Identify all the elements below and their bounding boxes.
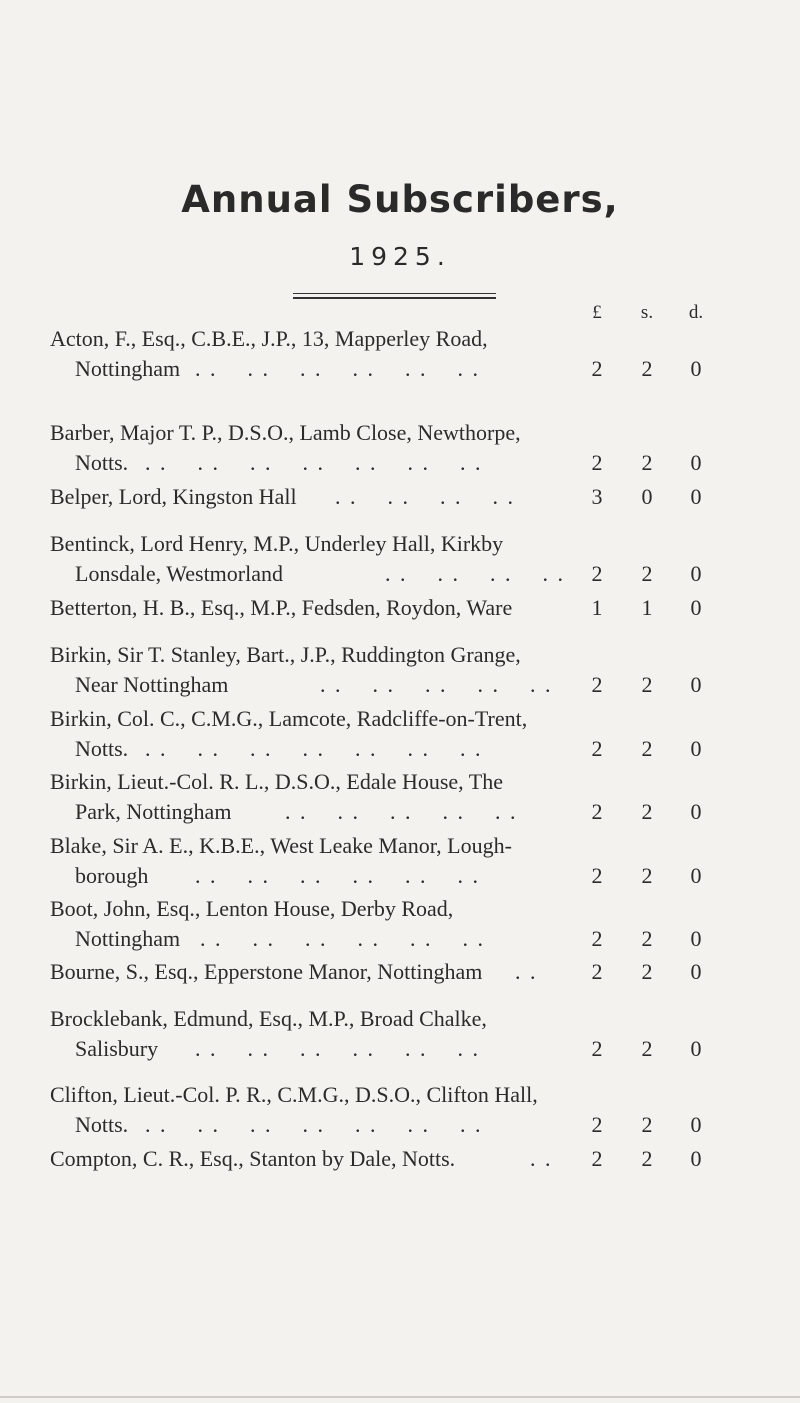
entry-line <box>50 1005 770 1035</box>
column-header-pence: d. <box>688 302 704 323</box>
subscriber-entry <box>50 768 770 828</box>
subscriber-entry <box>50 530 770 590</box>
entry-text: Notts. <box>75 1112 129 1137</box>
entry-line <box>50 958 770 988</box>
entry-text: Betterton, H. B., Esq., M.P., Fedsden, Roydon, Ware <box>50 595 513 620</box>
subscriber-entry <box>50 1005 770 1065</box>
amount-shillings: 2 <box>641 561 653 586</box>
amount-shillings: 2 <box>641 450 653 475</box>
amount-pence: 0 <box>690 356 702 381</box>
amount-pence: 0 <box>690 799 702 824</box>
amount-pounds: 2 <box>591 1146 603 1171</box>
amount-pence: 0 <box>690 561 702 586</box>
amount-shillings: 2 <box>641 959 653 984</box>
entry-line <box>50 798 770 828</box>
leader-dots: . . <box>530 1146 553 1171</box>
entry-line <box>50 594 770 624</box>
amount-pence: 0 <box>690 1112 702 1137</box>
entry-line <box>50 735 770 765</box>
entry-line <box>50 705 770 735</box>
entry-line <box>50 671 770 701</box>
entry-line <box>50 325 770 355</box>
amount-pence: 0 <box>690 595 702 620</box>
amount-pence: 0 <box>690 1146 702 1171</box>
amount-pounds: 2 <box>591 863 603 888</box>
leader-dots: . . . . . . . . . . <box>285 799 518 824</box>
divider-rule-top <box>293 293 496 294</box>
amount-shillings: 2 <box>641 1036 653 1061</box>
subscriber-entry <box>50 705 770 765</box>
subscriber-entry <box>50 832 770 892</box>
leader-dots: . . . . . . . . <box>335 484 515 509</box>
entry-line <box>50 1145 770 1175</box>
amount-shillings: 0 <box>641 484 653 509</box>
amount-pounds: 2 <box>591 926 603 951</box>
amount-pence: 0 <box>690 959 702 984</box>
entry-text: Birkin, Sir T. Stanley, Bart., J.P., Ruddington Grange, <box>50 642 521 667</box>
entry-text: Acton, F., Esq., C.B.E., J.P., 13, Mapperley Road, <box>50 326 488 351</box>
entry-line <box>50 560 770 590</box>
amount-pence: 0 <box>690 450 702 475</box>
entry-text: Compton, C. R., Esq., Stanton by Dale, Notts. <box>50 1146 456 1171</box>
entry-line <box>50 768 770 798</box>
entry-line <box>50 925 770 955</box>
amount-shillings: 2 <box>641 863 653 888</box>
amount-pence: 0 <box>690 926 702 951</box>
entry-text: Park, Nottingham <box>75 799 232 824</box>
subscriber-entry <box>50 895 770 955</box>
leader-dots: . . <box>515 959 538 984</box>
leader-dots: . . . . . . . . . . . . <box>195 863 480 888</box>
leader-dots: . . . . . . . . . . . . <box>195 356 480 381</box>
entry-text: Nottingham <box>75 356 181 381</box>
amount-pence: 0 <box>690 863 702 888</box>
subscriber-entry <box>50 958 770 988</box>
page-title: Annual Subscribers, <box>181 178 619 221</box>
entry-text: Brocklebank, Edmund, Esq., M.P., Broad Chalke, <box>50 1006 487 1031</box>
page-year: 1925. <box>349 242 451 271</box>
entry-text: Nottingham <box>75 926 181 951</box>
amount-pence: 0 <box>690 736 702 761</box>
entry-line <box>50 1111 770 1141</box>
entry-text: Near Nottingham <box>75 672 229 697</box>
subscriber-entry <box>50 1081 770 1141</box>
leader-dots: . . . . . . . . <box>385 561 565 586</box>
leader-dots: . . . . . . . . . . . . . . <box>145 736 483 761</box>
entry-text: Belper, Lord, Kingston Hall <box>50 484 297 509</box>
entry-line <box>50 530 770 560</box>
amount-pence: 0 <box>690 672 702 697</box>
column-header-pounds: £ <box>592 302 602 323</box>
entry-text: Bentinck, Lord Henry, M.P., Underley Hall, Kirkby <box>50 531 504 556</box>
amount-pounds: 2 <box>591 1112 603 1137</box>
entry-text: Salisbury <box>75 1036 159 1061</box>
leader-dots: . . . . . . . . . . . . <box>200 926 485 951</box>
entry-line <box>50 895 770 925</box>
entry-line <box>50 641 770 671</box>
entry-text: Clifton, Lieut.-Col. P. R., C.M.G., D.S.O., Clifton Hall, <box>50 1082 538 1107</box>
entry-line <box>50 355 770 385</box>
entry-line <box>50 449 770 479</box>
subscriber-entry <box>50 483 770 513</box>
leader-dots: . . . . . . . . . . . . <box>195 1036 480 1061</box>
amount-pence: 0 <box>690 1036 702 1061</box>
amount-pence: 0 <box>690 484 702 509</box>
entry-text: Blake, Sir A. E., K.B.E., West Leake Manor, Lough- <box>50 833 512 858</box>
subscriber-entry <box>50 594 770 624</box>
amount-pounds: 2 <box>591 959 603 984</box>
amount-pounds: 1 <box>591 595 603 620</box>
entry-line <box>50 832 770 862</box>
entry-text: Notts. <box>75 736 129 761</box>
divider-rule-bottom <box>293 297 496 299</box>
entry-text: Lonsdale, Westmorland <box>75 561 284 586</box>
leader-dots: . . . . . . . . . . . . . . <box>145 450 483 475</box>
amount-shillings: 2 <box>641 356 653 381</box>
entry-line <box>50 1035 770 1065</box>
subscriber-entry <box>50 641 770 701</box>
amount-pounds: 3 <box>591 484 603 509</box>
amount-shillings: 2 <box>641 736 653 761</box>
column-header-shillings: s. <box>640 302 654 323</box>
amount-pounds: 2 <box>591 450 603 475</box>
amount-pounds: 2 <box>591 356 603 381</box>
amount-pounds: 2 <box>591 672 603 697</box>
subscriber-entry <box>50 325 770 385</box>
amount-pounds: 2 <box>591 561 603 586</box>
entry-text: Birkin, Lieut.-Col. R. L., D.S.O., Edale House, The <box>50 769 503 794</box>
entry-text: Birkin, Col. C., C.M.G., Lamcote, Radcliffe-on-Trent, <box>50 706 528 731</box>
amount-shillings: 2 <box>641 799 653 824</box>
subscriber-entry <box>50 1145 770 1175</box>
entry-text: borough <box>75 863 149 888</box>
amount-pounds: 2 <box>591 1036 603 1061</box>
amount-shillings: 2 <box>641 1112 653 1137</box>
subscriber-entry <box>50 419 770 479</box>
amount-shillings: 1 <box>641 595 653 620</box>
amount-pounds: 2 <box>591 799 603 824</box>
entry-text: Boot, John, Esq., Lenton House, Derby Road, <box>50 896 454 921</box>
page-edge-line <box>0 1396 800 1398</box>
entry-text: Bourne, S., Esq., Epperstone Manor, Nottingham <box>50 959 483 984</box>
entry-line <box>50 1081 770 1111</box>
amount-pounds: 2 <box>591 736 603 761</box>
amount-shillings: 2 <box>641 672 653 697</box>
leader-dots: . . . . . . . . . . . . . . <box>145 1112 483 1137</box>
amount-shillings: 2 <box>641 926 653 951</box>
entry-text: Notts. <box>75 450 129 475</box>
entry-text: Barber, Major T. P., D.S.O., Lamb Close, Newthorpe, <box>50 420 521 445</box>
entry-line <box>50 419 770 449</box>
amount-shillings: 2 <box>641 1146 653 1171</box>
entry-line <box>50 483 770 513</box>
entry-line <box>50 862 770 892</box>
leader-dots: . . . . . . . . . . <box>320 672 553 697</box>
